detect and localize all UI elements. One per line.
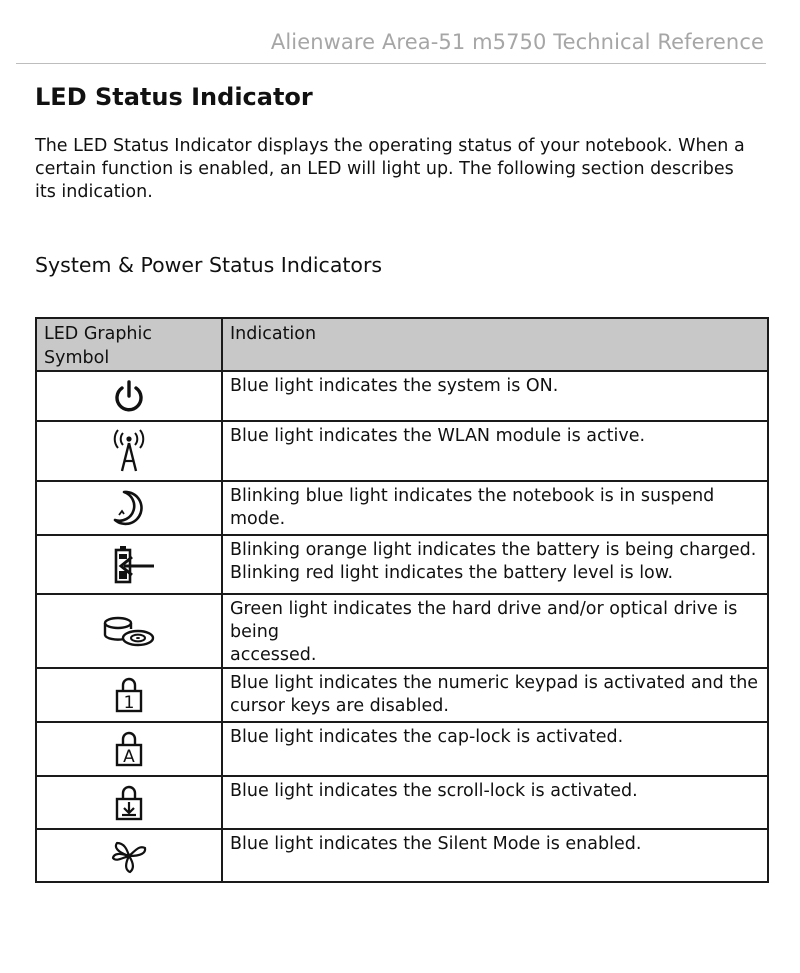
indication-text: Blue light indicates the system is ON.: [230, 376, 559, 396]
header-symbol: LED Graphic Symbol: [36, 318, 222, 371]
indication-cell: [222, 594, 768, 668]
table-row: [36, 535, 768, 594]
table-row: [36, 776, 768, 829]
scroll-lock-icon: [37, 785, 221, 821]
indication-text: Blue light indicates the scroll-lock is activated.: [230, 781, 638, 801]
header-indication: Indication: [222, 318, 768, 371]
table-row: [36, 829, 768, 882]
table-row: [36, 481, 768, 535]
symbol-cell: [36, 829, 222, 882]
page-title: LED Status Indicator: [35, 83, 313, 111]
indication-text: accessed.: [230, 645, 317, 665]
running-header: Alienware Area-51 m5750 Technical Reference: [270, 30, 764, 54]
table-row: [36, 668, 768, 722]
caps-lock-icon: [37, 731, 221, 767]
indication-text: cursor keys are disabled.: [230, 696, 449, 716]
table-row: [36, 371, 768, 421]
table-row: [36, 594, 768, 668]
table-row: [36, 722, 768, 776]
symbol-cell: [36, 421, 222, 481]
moon-suspend-icon: [37, 489, 221, 527]
num-lock-icon: [37, 677, 221, 713]
disk-drive-icon: [37, 614, 221, 648]
wlan-antenna-icon: [37, 429, 221, 473]
indication-text: Blue light indicates the cap-lock is activated.: [230, 727, 624, 747]
indication-text: Blue light indicates the WLAN module is active.: [230, 426, 646, 446]
header-rule: [16, 63, 766, 64]
symbol-cell: [36, 722, 222, 776]
caps-lock-glyph: A: [123, 747, 135, 767]
table-header-row: [36, 318, 768, 371]
indication-cell: [222, 722, 768, 776]
indication-text: Blinking red light indicates the battery level is low.: [230, 563, 674, 583]
indication-cell: [222, 371, 768, 421]
symbol-cell: [36, 668, 222, 722]
indication-cell: [222, 776, 768, 829]
intro-paragraph: The LED Status Indicator displays the operating status of your notebook. When a certain function is enabled, an LED will light up. The following section describes its indication.: [35, 136, 745, 202]
indication-cell: [222, 668, 768, 722]
indication-cell: [222, 535, 768, 594]
symbol-cell: [36, 371, 222, 421]
power-icon: [37, 379, 221, 413]
symbol-cell: [36, 776, 222, 829]
indication-cell: [222, 829, 768, 882]
num-lock-glyph: 1: [123, 693, 135, 713]
section-title: System & Power Status Indicators: [35, 253, 383, 277]
indication-text: Green light indicates the hard drive and/or optical drive is being: [230, 599, 738, 642]
symbol-cell: [36, 594, 222, 668]
table-row: [36, 421, 768, 481]
symbol-cell: [36, 481, 222, 535]
led-status-table: [35, 317, 769, 883]
fan-silent-icon: [37, 837, 221, 875]
symbol-cell: [36, 535, 222, 594]
battery-charge-icon: [37, 544, 221, 586]
indication-cell: [222, 481, 768, 535]
indication-text: Blue light indicates the Silent Mode is enabled.: [230, 834, 642, 854]
indication-text: Blinking blue light indicates the notebook is in suspend mode.: [230, 486, 715, 529]
indication-text: Blue light indicates the numeric keypad is activated and the: [230, 673, 759, 693]
indication-cell: [222, 421, 768, 481]
indication-text: Blinking orange light indicates the battery is being charged.: [230, 540, 757, 560]
